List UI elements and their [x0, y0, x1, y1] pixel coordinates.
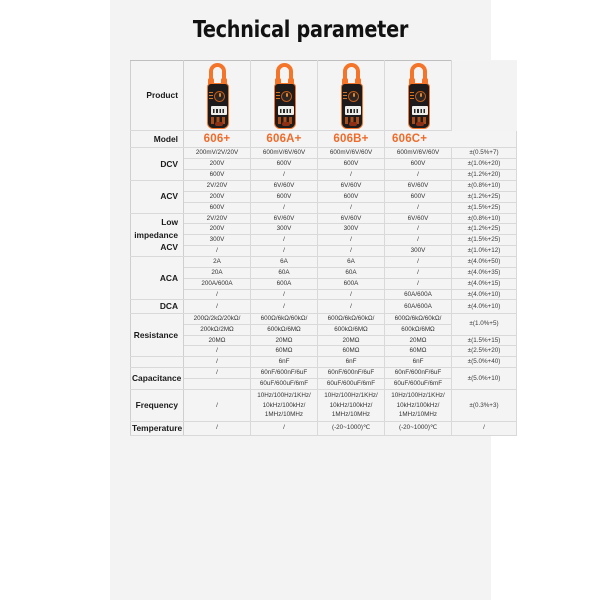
cell-capacitance-0-col2: 60nF/600nF/6uF: [318, 368, 385, 379]
cell-temperature-0-col1: /: [251, 422, 318, 436]
table-row: [131, 246, 517, 257]
cell-resistance-2-col0: 20MΩ: [184, 335, 251, 346]
cell-dcv-2-col3: /: [385, 170, 452, 181]
cell-temperature-0-col0: /: [184, 422, 251, 436]
cell-aca-1-col0: 20A: [184, 267, 251, 278]
cell-aca-0-col1: 6A: [251, 256, 318, 267]
meter-bottom-port: [282, 122, 290, 126]
product-image-cell-606Bplus: [318, 61, 385, 131]
cell-resistance-1-col2: 600kΩ/6MΩ: [318, 324, 385, 335]
cell-resistance-3-col1: 60MΩ: [251, 346, 318, 357]
cell-accuracy-acv-1: ±(1.2%+25): [452, 191, 517, 202]
cell-dca-0-col2: /: [318, 300, 385, 314]
cell-aca-3-col3: 60A/600A: [385, 289, 452, 300]
cell-accuracy-temperature-0: /: [452, 422, 517, 436]
product-image-cell-606plus: [184, 61, 251, 131]
table-row: [131, 202, 517, 213]
cell-low-impedance-acv-1-col1: 300V: [251, 224, 318, 235]
row-label-model: Model: [131, 131, 184, 148]
meter-lcd-display: [345, 106, 361, 115]
cell-low-impedance-acv-0-col3: 6V/60V: [385, 213, 452, 224]
row-label-product: Product: [131, 61, 184, 131]
meter-lcd-display: [278, 106, 294, 115]
cell-accuracy-capacitance-pre-0: ±(5.0%+40): [452, 357, 517, 368]
cell-aca-2-col2: 600A: [318, 278, 385, 289]
table-row: [131, 191, 517, 202]
cell-capacitance-0-col0: /: [184, 368, 251, 379]
cell-aca-3-col2: /: [318, 289, 385, 300]
cell-low-impedance-acv-2-col2: /: [318, 235, 385, 246]
cell-capacitance-pre-0-col2: 6nF: [318, 357, 385, 368]
cell-dca-0-col0: /: [184, 300, 251, 314]
meter-side-ports: [276, 92, 280, 101]
cell-low-impedance-acv-2-col1: /: [251, 235, 318, 246]
cell-acv-1-col0: 200V: [184, 191, 251, 202]
cell-capacitance-0-col3: 60nF/600nF/6uF: [385, 368, 452, 379]
cell-accuracy-dcv-2: ±(1.2%+20): [452, 170, 517, 181]
table-row: [131, 213, 517, 224]
cell-accuracy-low-impedance-acv-0: ±(0.8%+10): [452, 213, 517, 224]
cell-aca-1-col2: 60A: [318, 267, 385, 278]
row-label-acv: ACV: [131, 180, 184, 213]
model-name-606Bplus: 606B+: [318, 131, 385, 148]
meter-bottom-port: [349, 122, 357, 126]
cell-accuracy-capacitance-0: ±(5.0%+10): [452, 368, 517, 390]
cell-resistance-3-col2: 60MΩ: [318, 346, 385, 357]
specification-table: [130, 60, 517, 436]
cell-acv-0-col1: 6V/60V: [251, 180, 318, 191]
cell-accuracy-dca-0: ±(4.0%+10): [452, 300, 517, 314]
cell-acv-2-col2: /: [318, 202, 385, 213]
cell-capacitance-1-col1: 60uF/600uF/6mF: [251, 379, 318, 390]
cell-aca-2-col0: 200A/600A: [184, 278, 251, 289]
table-row: [131, 357, 517, 368]
row-label-dcv: DCV: [131, 148, 184, 181]
meter-body: [207, 83, 229, 129]
cell-dcv-1-col3: 600V: [385, 159, 452, 170]
product-row-accuracy-empty: [452, 61, 517, 131]
cell-low-impedance-acv-1-col3: /: [385, 224, 452, 235]
cell-temperature-0-col2: (-20~1000)℃: [318, 422, 385, 436]
cell-low-impedance-acv-2-col3: /: [385, 235, 452, 246]
clamp-meter-illustration: [403, 63, 433, 129]
table-row: [131, 267, 517, 278]
specification-table-body: [131, 61, 517, 436]
cell-aca-0-col3: /: [385, 256, 452, 267]
model-name-606plus: 606+: [184, 131, 251, 148]
specification-table-container: [130, 60, 501, 436]
row-label-dca: DCA: [131, 300, 184, 314]
cell-low-impedance-acv-3-col1: /: [251, 246, 318, 257]
model-name-606Cplus: 606C+: [385, 131, 517, 148]
cell-frequency-0-col2: 10Hz/100Hz/1KHz/ 10kHz/100kHz/ 1MHz/10MHz: [318, 389, 385, 421]
cell-aca-1-col1: 60A: [251, 267, 318, 278]
table-row: [131, 289, 517, 300]
cell-aca-1-col3: /: [385, 267, 452, 278]
clamp-meter-illustration: [336, 63, 366, 129]
cell-dca-0-col3: 60A/600A: [385, 300, 452, 314]
cell-low-impedance-acv-1-col0: 200V: [184, 224, 251, 235]
table-row: [131, 235, 517, 246]
cell-dcv-0-col2: 600mV/6V/60V: [318, 148, 385, 159]
table-row: [131, 300, 517, 314]
table-row: [131, 148, 517, 159]
cell-resistance-2-col2: 20MΩ: [318, 335, 385, 346]
cell-accuracy-low-impedance-acv-3: ±(1.0%+12): [452, 246, 517, 257]
cell-acv-2-col1: /: [251, 202, 318, 213]
clamp-meter-illustration: [269, 63, 299, 129]
cell-aca-2-col3: /: [385, 278, 452, 289]
cell-accuracy-low-impedance-acv-2: ±(1.5%+25): [452, 235, 517, 246]
cell-capacitance-1-col2: 60uF/600uF/6mF: [318, 379, 385, 390]
product-image-cell-606Cplus: [385, 61, 452, 131]
cell-aca-0-col2: 6A: [318, 256, 385, 267]
meter-body: [274, 83, 296, 129]
meter-rotary-dial: [214, 91, 225, 102]
cell-resistance-0-col3: 600Ω/6kΩ/60kΩ/: [385, 313, 452, 324]
meter-bottom-port: [416, 122, 424, 126]
page-title: Technical parameter: [192, 17, 409, 43]
meter-side-ports: [209, 92, 213, 101]
cell-low-impedance-acv-0-col0: 2V/20V: [184, 213, 251, 224]
table-row-product: [131, 61, 517, 131]
cell-accuracy-resistance-3: ±(2.5%+20): [452, 346, 517, 357]
product-image-cell-606Aplus: [251, 61, 318, 131]
row-label-aca: ACA: [131, 256, 184, 299]
cell-dcv-1-col2: 600V: [318, 159, 385, 170]
cell-acv-0-col2: 6V/60V: [318, 180, 385, 191]
cell-frequency-0-col0: /: [184, 389, 251, 421]
table-row: [131, 368, 517, 379]
cell-accuracy-frequency-0: ±(0.3%+3): [452, 389, 517, 421]
table-row: [131, 159, 517, 170]
cell-dcv-0-col1: 600mV/6V/60V: [251, 148, 318, 159]
cell-aca-2-col1: 600A: [251, 278, 318, 289]
cell-low-impedance-acv-1-col2: 300V: [318, 224, 385, 235]
cell-accuracy-acv-0: ±(0.8%+10): [452, 180, 517, 191]
cell-low-impedance-acv-0-col2: 6V/60V: [318, 213, 385, 224]
cell-frequency-0-col1: 10Hz/100Hz/1KHz/ 10kHz/100kHz/ 1MHz/10MHz: [251, 389, 318, 421]
cell-low-impedance-acv-3-col0: /: [184, 246, 251, 257]
row-label-frequency: Frequency: [131, 389, 184, 421]
row-label-spacer: [131, 357, 184, 368]
cell-accuracy-resistance-2: ±(1.5%+15): [452, 335, 517, 346]
table-row: [131, 180, 517, 191]
cell-dcv-2-col1: /: [251, 170, 318, 181]
table-row: [131, 422, 517, 436]
cell-acv-0-col3: 6V/60V: [385, 180, 452, 191]
cell-resistance-1-col1: 600kΩ/6MΩ: [251, 324, 318, 335]
meter-rotary-dial: [415, 91, 426, 102]
cell-accuracy-dcv-1: ±(1.0%+20): [452, 159, 517, 170]
cell-accuracy-aca-1: ±(4.0%+35): [452, 267, 517, 278]
meter-side-ports: [343, 92, 347, 101]
meter-bottom-port: [215, 122, 223, 126]
cell-dcv-2-col0: 600V: [184, 170, 251, 181]
cell-acv-1-col3: 600V: [385, 191, 452, 202]
cell-acv-1-col1: 600V: [251, 191, 318, 202]
cell-dca-0-col1: /: [251, 300, 318, 314]
cell-acv-0-col0: 2V/20V: [184, 180, 251, 191]
cell-resistance-3-col3: 60MΩ: [385, 346, 452, 357]
row-label-low-impedance-acv: Low impedance ACV: [131, 213, 184, 256]
table-row: [131, 346, 517, 357]
cell-accuracy-acv-2: ±(1.5%+25): [452, 202, 517, 213]
cell-dcv-1-col1: 600V: [251, 159, 318, 170]
meter-body: [408, 83, 430, 129]
cell-accuracy-aca-2: ±(4.0%+15): [452, 278, 517, 289]
cell-accuracy-resistance-0: ±(1.0%+5): [452, 313, 517, 335]
cell-resistance-0-col0: 200Ω/2kΩ/20kΩ/: [184, 313, 251, 324]
cell-capacitance-pre-0-col3: 6nF: [385, 357, 452, 368]
row-label-capacitance: Capacitance: [131, 368, 184, 390]
table-row: [131, 224, 517, 235]
row-label-resistance: Resistance: [131, 313, 184, 356]
cell-frequency-0-col3: 10Hz/100Hz/1KHz/ 10kHz/100kHz/ 1MHz/10MHz: [385, 389, 452, 421]
cell-capacitance-pre-0-col1: 6nF: [251, 357, 318, 368]
meter-rotary-dial: [348, 91, 359, 102]
cell-resistance-0-col2: 600Ω/6kΩ/60kΩ/: [318, 313, 385, 324]
cell-dcv-0-col3: 600mV/6V/60V: [385, 148, 452, 159]
cell-low-impedance-acv-3-col3: 300V: [385, 246, 452, 257]
table-row: [131, 335, 517, 346]
meter-body: [341, 83, 363, 129]
cell-accuracy-aca-3: ±(4.0%+10): [452, 289, 517, 300]
clamp-meter-illustration: [202, 63, 232, 129]
table-row: [131, 278, 517, 289]
cell-accuracy-aca-0: ±(4.0%+50): [452, 256, 517, 267]
cell-resistance-2-col3: 20MΩ: [385, 335, 452, 346]
cell-dcv-1-col0: 200V: [184, 159, 251, 170]
cell-aca-0-col0: 2A: [184, 256, 251, 267]
table-row: [131, 256, 517, 267]
cell-acv-2-col0: 600V: [184, 202, 251, 213]
cell-dcv-0-col0: 200mV/2V/20V: [184, 148, 251, 159]
cell-resistance-0-col1: 600Ω/6kΩ/60kΩ/: [251, 313, 318, 324]
cell-accuracy-dcv-0: ±(0.5%+7): [452, 148, 517, 159]
cell-capacitance-1-col0: [184, 379, 251, 390]
meter-rotary-dial: [281, 91, 292, 102]
cell-low-impedance-acv-0-col1: 6V/60V: [251, 213, 318, 224]
model-name-606Aplus: 606A+: [251, 131, 318, 148]
table-row-model: [131, 131, 517, 148]
table-row: [131, 313, 517, 324]
cell-capacitance-0-col1: 60nF/600nF/6uF: [251, 368, 318, 379]
cell-acv-2-col3: /: [385, 202, 452, 213]
cell-acv-1-col2: 600V: [318, 191, 385, 202]
table-row: [131, 170, 517, 181]
cell-resistance-1-col0: 200kΩ/2MΩ: [184, 324, 251, 335]
cell-aca-3-col0: /: [184, 289, 251, 300]
table-row: [131, 389, 517, 421]
meter-side-ports: [410, 92, 414, 101]
cell-low-impedance-acv-2-col0: 300V: [184, 235, 251, 246]
cell-resistance-2-col1: 20MΩ: [251, 335, 318, 346]
cell-temperature-0-col3: (-20~1000)℃: [385, 422, 452, 436]
cell-capacitance-pre-0-col0: /: [184, 357, 251, 368]
row-label-temperature: Temperature: [132, 423, 183, 434]
cell-resistance-3-col0: /: [184, 346, 251, 357]
cell-accuracy-low-impedance-acv-1: ±(1.2%+25): [452, 224, 517, 235]
cell-capacitance-1-col3: 60uF/600uF/6mF: [385, 379, 452, 390]
meter-lcd-display: [211, 106, 227, 115]
cell-dcv-2-col2: /: [318, 170, 385, 181]
cell-low-impedance-acv-3-col2: /: [318, 246, 385, 257]
meter-lcd-display: [412, 106, 428, 115]
cell-resistance-1-col3: 600kΩ/6MΩ: [385, 324, 452, 335]
cell-aca-3-col1: /: [251, 289, 318, 300]
